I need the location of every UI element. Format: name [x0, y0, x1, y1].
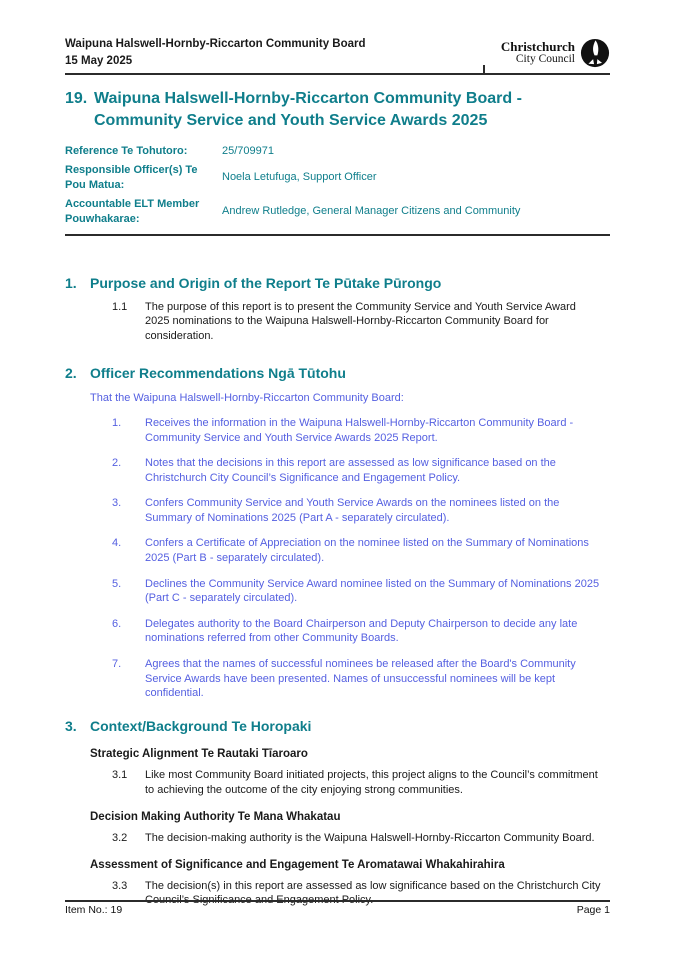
- section-number: 1.: [65, 274, 77, 291]
- table-row: [65, 141, 610, 161]
- section-heading-context: [65, 717, 610, 735]
- report-title-line1: Waipuna Halswell-Hornby-Riccarton Community Board -: [94, 90, 522, 107]
- subheading-strategic-alignment: Strategic Alignment Te Rautaki Tīaroaro: [90, 748, 308, 761]
- paragraph-number: 3.3: [112, 879, 128, 892]
- recommendation-text: Receives the information in the Waipuna Halswell-Hornby-Riccarton Community Board - Community Service and Youth Service Awards 2025 Report.: [145, 417, 574, 444]
- reference-table: [65, 141, 610, 236]
- recommendation-number: 7.: [112, 657, 122, 670]
- recommendation-item: [65, 416, 610, 446]
- section-number: 3.: [65, 718, 77, 735]
- recommendation-number: 5.: [112, 577, 122, 590]
- subheading-significance-engagement: Assessment of Significance and Engagement Te Aromatawai Whakahirahira: [90, 858, 505, 871]
- report-title: [65, 88, 610, 132]
- recommendation-item: [65, 617, 610, 647]
- council-logo-text: [501, 41, 575, 65]
- header-date: 15 May 2025: [65, 54, 133, 67]
- paragraph-number: 3.1: [112, 769, 128, 782]
- footer-item-number: Item No.: 19: [65, 904, 123, 916]
- logo-line2: City Council: [515, 53, 575, 65]
- page-footer: [65, 900, 610, 916]
- recommendation-text: Confers Community Service and Youth Service Awards on the nominees listed on the Summary of Nominations 2025 (Part A - separately circulated).: [145, 497, 560, 525]
- recommendation-text: Agrees that the names of successful nominees be released after the Board's Community Service Awards have been presented. Names of unsuccessful nominees will be kept confidential.: [145, 657, 576, 700]
- paragraph-1-1: [65, 300, 610, 344]
- table-row: [65, 195, 610, 229]
- recommendation-item: [65, 456, 610, 486]
- paragraph-number: 3.2: [112, 831, 128, 844]
- paragraph-text: The purpose of this report is to present the Community Service and Youth Service Award 2025 nominations to the Waipuna Halswell-Hornby-Riccarton Community Board for consideration.: [145, 300, 576, 343]
- recommendation-item: [65, 496, 610, 526]
- table-row: [65, 161, 610, 195]
- report-title-text: [94, 88, 522, 132]
- header-meta: [65, 36, 366, 69]
- recommendation-text: Declines the Community Service Award nominee listed on the Summary of Nominations 2025 (Part C - separately circulated).: [145, 577, 600, 605]
- section-heading-purpose: [65, 274, 610, 292]
- page-header: [65, 36, 610, 75]
- section-title: Officer Recommendations Ngā Tūtohu: [90, 364, 346, 381]
- paragraph-number: 1.1: [112, 300, 128, 313]
- recommendation-text: Delegates authority to the Board Chairperson and Deputy Chairperson to decide any late nominations referred from other Community Boards.: [145, 617, 578, 645]
- paragraph-3-1: [65, 768, 610, 798]
- subheading-decision-making-authority: Decision Making Authority Te Mana Whakatau: [90, 810, 341, 823]
- header-board-name: Waipuna Halswell-Hornby-Riccarton Community Board: [65, 38, 366, 50]
- recommendation-text: Confers a Certificate of Appreciation on the nominee listed on the Summary of Nominations 2025 (Part B - separately circulated).: [145, 537, 589, 565]
- logo-line1: Christchurch: [500, 39, 575, 54]
- recommendation-item: [65, 657, 610, 701]
- footer-page-number: Page 1: [576, 904, 610, 916]
- accountable-elt-label: Accountable ELT Member Pouwhakarae:: [65, 198, 200, 225]
- council-logo: [501, 38, 610, 68]
- responsible-officer-value: Noela Letufuga, Support Officer: [222, 171, 377, 184]
- recommendation-text: Notes that the decisions in this report are assessed as low significance based on the Christchurch City Council’s Significance and Engagement Policy.: [145, 457, 556, 485]
- ccc-logo-icon: [580, 38, 610, 68]
- accountable-elt-value: Andrew Rutledge, General Manager Citizens and Community: [222, 205, 521, 218]
- report-title-number: 19.: [65, 90, 88, 107]
- paragraph-3-2: [65, 831, 610, 846]
- recommendation-number: 6.: [112, 617, 122, 630]
- section-number: 2.: [65, 364, 77, 381]
- section-title: Context/Background Te Horopaki: [90, 718, 312, 735]
- recommendation-number: 3.: [112, 497, 122, 510]
- paragraph-text: Like most Community Board initiated projects, this project aligns to the Council’s commitment to achieving the outcome of the city enjoying strong communities.: [145, 769, 598, 796]
- responsible-officer-label: Responsible Officer(s) Te Pou Matua:: [65, 164, 198, 191]
- paragraph-text: The decision(s) in this report are assessed as low significance based on the Christchurch City Council’s Significance and Engagement Policy.: [145, 879, 601, 907]
- recommendation-number: 4.: [112, 537, 122, 550]
- reference-label: Reference Te Tohutoro:: [65, 144, 188, 157]
- recommendation-number: 2.: [112, 457, 122, 470]
- section-heading-recommendations: [65, 364, 610, 382]
- recommendations-intro: That the Waipuna Halswell-Hornby-Riccarton Community Board:: [90, 391, 404, 404]
- reference-value: 25/709971: [222, 144, 274, 157]
- recommendation-item: [65, 536, 610, 566]
- section-title: Purpose and Origin of the Report Te Pūtake Pūrongo: [90, 274, 442, 291]
- report-title-line2: Community Service and Youth Service Awards 2025: [94, 112, 488, 129]
- recommendation-number: 1.: [112, 417, 122, 430]
- paragraph-text: The decision-making authority is the Waipuna Halswell-Hornby-Riccarton Community Board.: [145, 831, 595, 844]
- recommendation-item: [65, 577, 610, 607]
